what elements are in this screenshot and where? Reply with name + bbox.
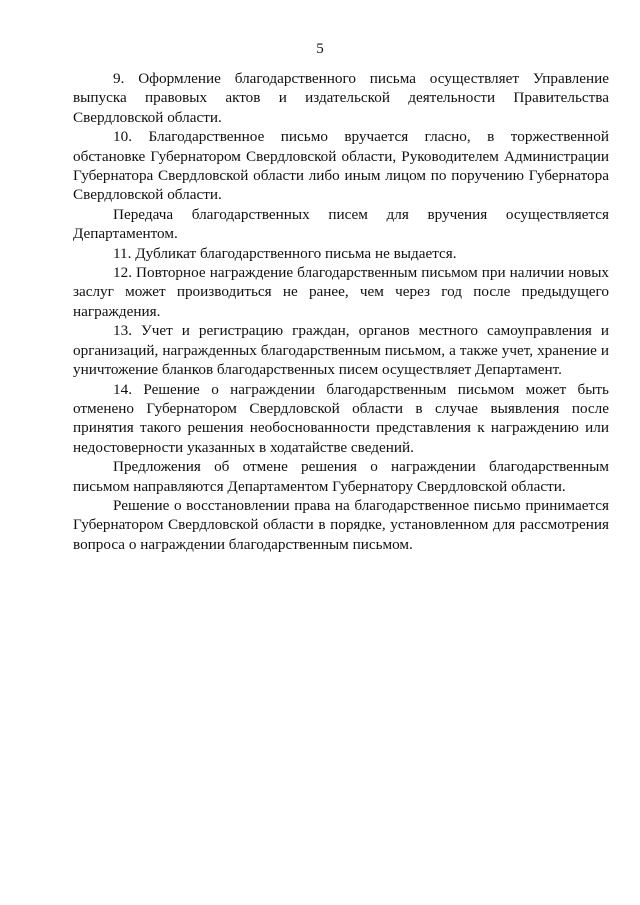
paragraph-item-14: 14. Решение о награждении благодарственным письмом может быть отменено Губернатором Свердловской области в случае выявления после принятия такого решения необоснованности представления к награждению или недостоверности указанных в ходатайстве сведений. xyxy=(73,380,609,456)
paragraph-item-13: 13. Учет и регистрацию граждан, органов местного самоуправления и организаций, награжденных благодарственным письмом, а также учет, хранение и уничтожение бланков благодарственных писем осуществляет Департамент. xyxy=(73,322,609,379)
paragraph-cancellation-proposals: Предложения об отмене решения о награждении благодарственным письмом направляются Департаментом Губернатору Свердловской области. xyxy=(73,458,609,495)
document-body xyxy=(73,69,609,554)
paragraph-item-12: 12. Повторное награждение благодарственным письмом при наличии новых заслуг может производиться не ранее, чем через год после предыдущего награждения. xyxy=(73,264,609,320)
paragraph-item-10: 10. Благодарственное письмо вручается гласно, в торжественной обстановке Губернатором Свердловской области, Руководителем Администрации Губернатора Свердловской области либо иным лицом по поручению Губернатора Свердловской области. xyxy=(73,128,609,204)
paragraph-item-11: 11. Дубликат благодарственного письма не выдается. xyxy=(113,244,457,262)
paragraph-restoration-decision: Решение о восстановлении права на благодарственное письмо принимается Губернатором Свердловской области в порядке, установленном для рассмотрения вопроса о награждении благодарственным письмом. xyxy=(73,496,609,553)
paragraph-item-9: 9. Оформление благодарственного письма осуществляет Управление выпуска правовых актов и издательской деятельности Правительства Свердловской области. xyxy=(73,70,609,126)
paragraph-letter-transfer: Передача благодарственных писем для вручения осуществляется Департаментом. xyxy=(73,205,609,243)
page-number: 5 xyxy=(316,41,324,57)
